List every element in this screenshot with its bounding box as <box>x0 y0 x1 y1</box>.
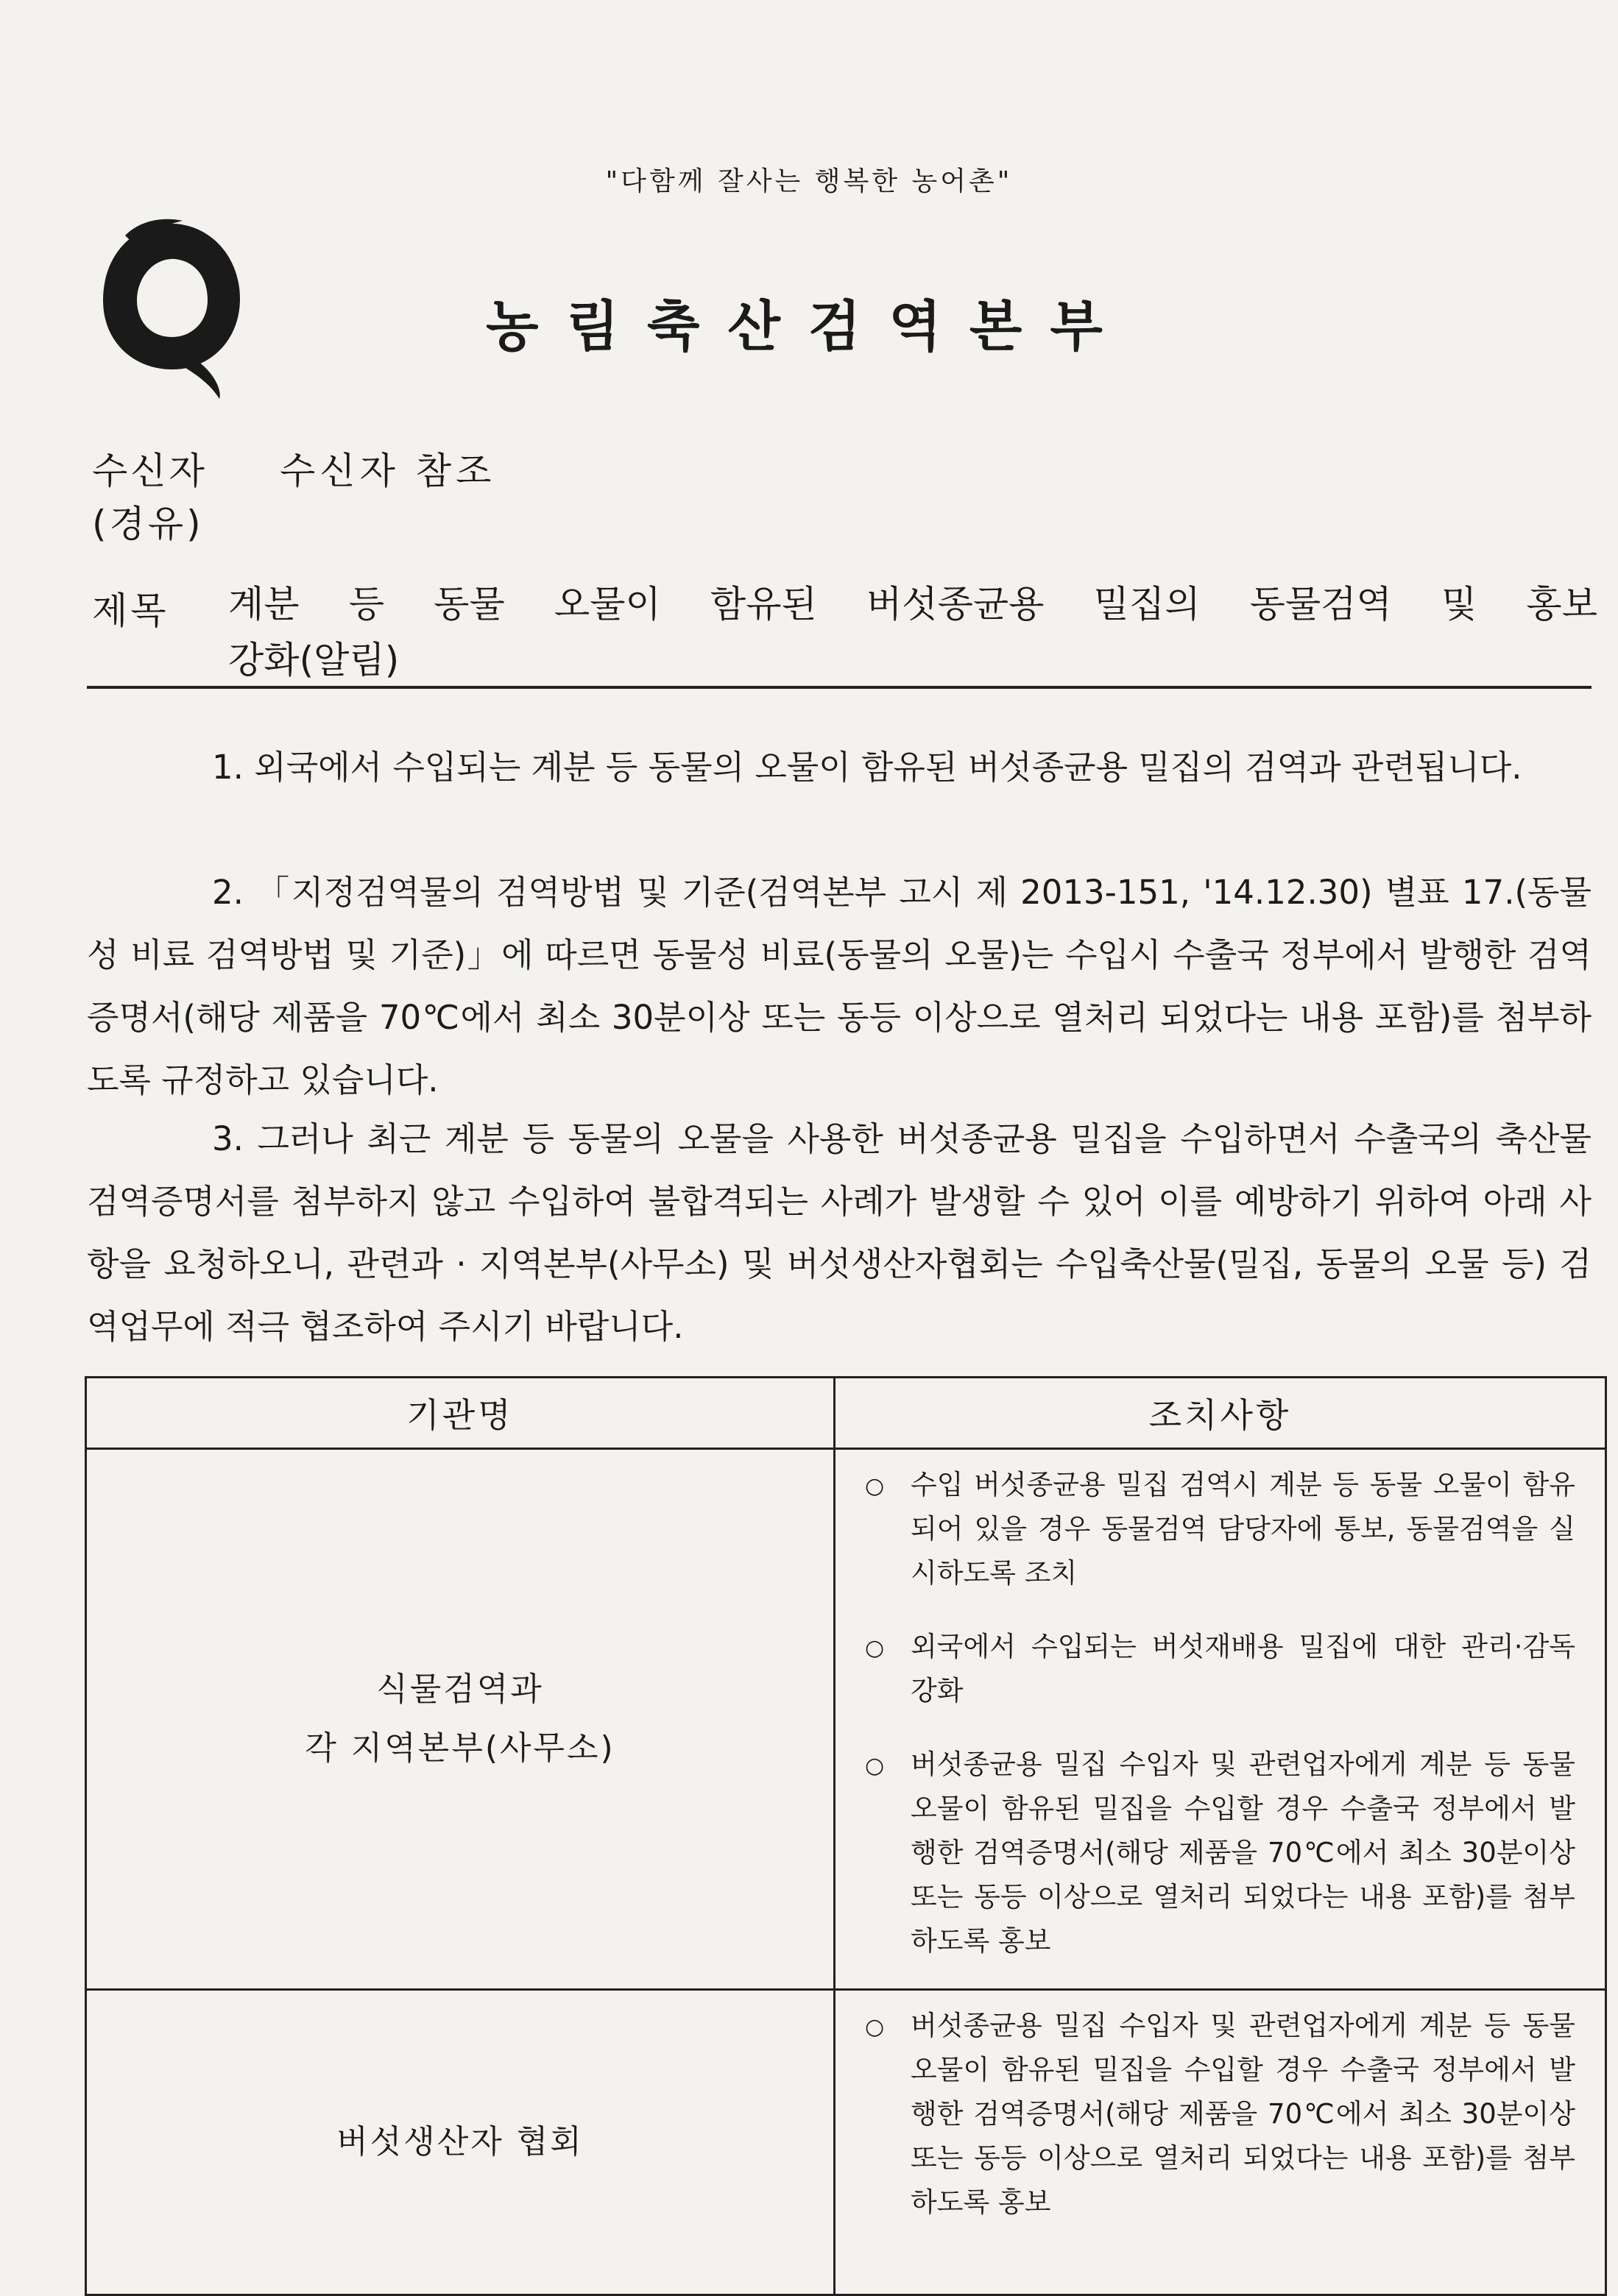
actions-cell <box>835 1449 1606 1990</box>
column-header-actions: 조치사항 <box>835 1378 1606 1449</box>
paragraph-2-text: 2. 「지정검역물의 검역방법 및 기준(검역본부 고시 제 2013-151, '14.12.30) 별표 17.(동물성 비료 검역방법 및 기준)」에 따르면 동물성 비료(동물의 오물)는 수입시 수출국 정부에서 발행한 검역증명서(해당 제품을 70℃에서 최소 30분이상 또는 동등 이상으로 열처리 되었다는 내용 포함)를 첨부하도록 규정하고 있습니다. <box>87 873 1591 1099</box>
recipient-label: 수신자 <box>92 450 208 492</box>
bullet-circle-icon: ○ <box>865 2014 885 2040</box>
action-item <box>865 1463 1575 1595</box>
column-header-organization: 기관명 <box>86 1378 835 1449</box>
organization-name-line-2: 각 지역본부(사무소) <box>305 1729 615 1767</box>
organization-name: 농림축산검역본부 <box>486 295 1131 358</box>
paragraph-2 <box>87 861 1591 1111</box>
organization-cell: 버섯생산자 협회 <box>86 1990 835 2295</box>
header-divider <box>87 686 1591 689</box>
table-row <box>86 1990 1606 2295</box>
action-table <box>85 1376 1607 2296</box>
paragraph-1 <box>87 736 1591 798</box>
action-item <box>865 2004 1575 2225</box>
subject-line-2: 강화(알림) <box>228 639 400 681</box>
bullet-circle-icon: ○ <box>865 1473 885 1499</box>
action-item-text: 외국에서 수입되는 버섯재배용 밀집에 대한 관리·감독 강화 <box>911 1631 1575 1707</box>
table-header-row <box>86 1378 1606 1449</box>
action-item-text: 수입 버섯종균용 밀집 검역시 계분 등 동물 오물이 함유되어 있을 경우 동물검역 담당자에 통보, 동물검역을 실시하도록 조치 <box>911 1469 1575 1589</box>
action-item <box>865 1625 1575 1713</box>
action-item-text: 버섯종균용 밀집 수입자 및 관련업자에게 계분 등 동물 오물이 함유된 밀집을 수입할 경우 수출국 정부에서 발행한 검역증명서(해당 제품을 70℃에서 최소 30분이상 또는 동등 이상으로 열처리 되었다는 내용 포함)를 첨부하도록 홍보 <box>911 1748 1575 1957</box>
paragraph-3 <box>87 1108 1591 1358</box>
paragraph-1-text: 1. 외국에서 수입되는 계분 등 동물의 오물이 함유된 버섯종균용 밀집의 검역과 관련됩니다. <box>212 748 1522 787</box>
organization-name-line-1: 식물검역과 <box>376 1670 544 1708</box>
agency-logo <box>96 213 250 405</box>
table-row <box>86 1449 1606 1990</box>
action-item-text: 버섯종균용 밀집 수입자 및 관련업자에게 계분 등 동물 오물이 함유된 밀집을 수입할 경우 수출국 정부에서 발행한 검역증명서(해당 제품을 70℃에서 최소 30분이상 또는 동등 이상으로 열처리 되었다는 내용 포함)를 첨부하도록 홍보 <box>911 2010 1575 2218</box>
actions-cell <box>835 1990 1606 2295</box>
organization-cell <box>86 1449 835 1990</box>
subject-label: 제목 <box>92 589 169 632</box>
slogan: "다함께 잘사는 행복한 농어촌" <box>605 166 1013 196</box>
action-item <box>865 1743 1575 1963</box>
paragraph-3-text: 3. 그러나 최근 계분 등 동물의 오물을 사용한 버섯종균용 밀집을 수입하면서 수출국의 축산물 검역증명서를 첨부하지 않고 수입하여 불합격되는 사례가 발생할 수 있어 이를 예방하기 위하여 아래 사항을 요청하오니, 관련과 · 지역본부(사무소) 및 버섯생산자협회는 수입축산물(밀집, 동물의 오물 등) 검역업무에 적극 협조하여 주시기 바랍니다. <box>87 1119 1591 1346</box>
via-label: (경유) <box>92 503 204 545</box>
bullet-circle-icon: ○ <box>865 1635 885 1661</box>
recipient-value: 수신자 참조 <box>280 450 496 492</box>
subject-line-1: 계분 등 동물 오물이 함유된 버섯종균용 밀집의 동물검역 및 홍보 <box>228 583 1597 626</box>
bullet-circle-icon: ○ <box>865 1753 885 1779</box>
